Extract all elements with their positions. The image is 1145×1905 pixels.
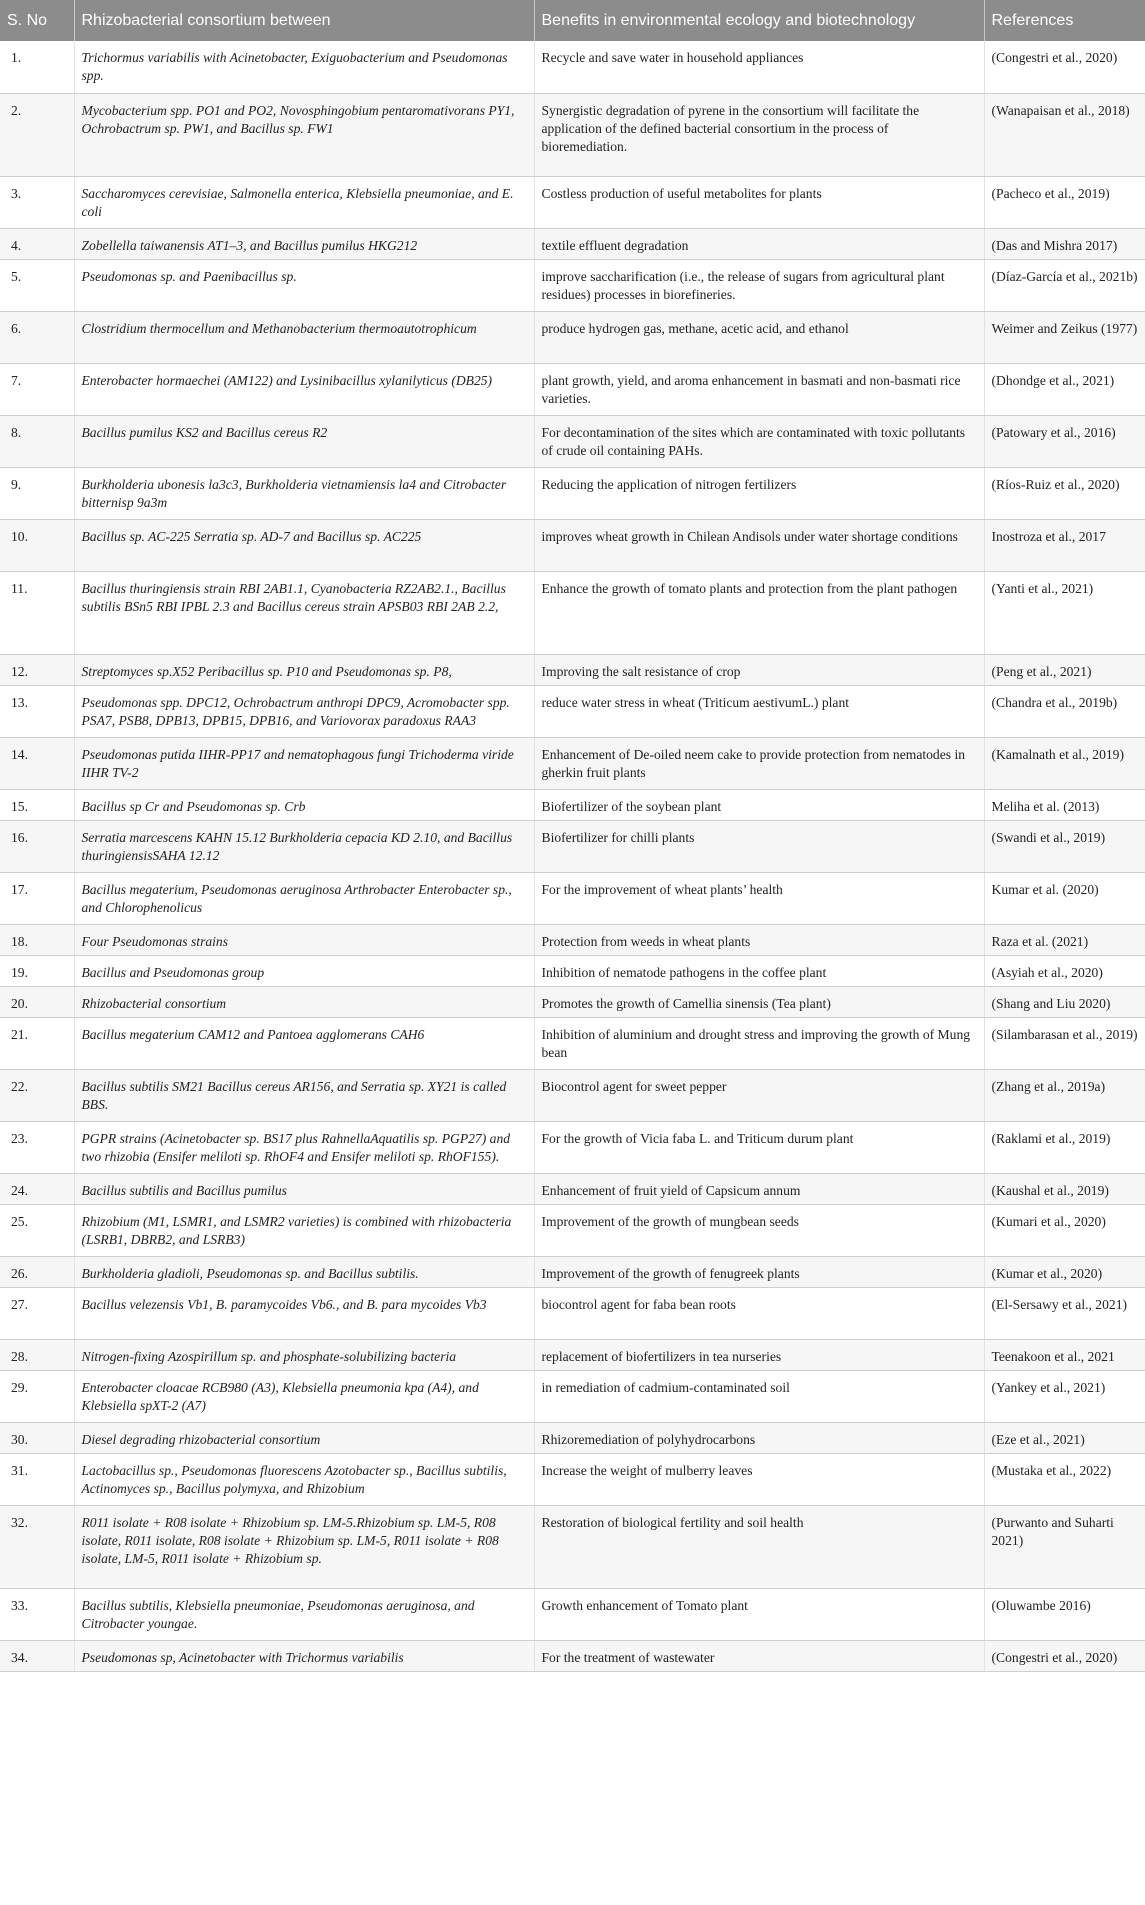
- reference-cell: (Peng et al., 2021): [984, 654, 1145, 685]
- table-row: [0, 1339, 1145, 1370]
- consortium-cell: Trichormus variabilis with Acinetobacter, Exiguobacterium and Pseudomonas spp.: [74, 41, 534, 93]
- benefit-cell: Synergistic degradation of pyrene in the consortium will facilitate the application of the defined bacterial consortium in the process of bioremediation.: [534, 93, 984, 176]
- benefit-cell: Growth enhancement of Tomato plant: [534, 1588, 984, 1640]
- benefit-cell: Biofertilizer of the soybean plant: [534, 789, 984, 820]
- benefit-cell: replacement of biofertilizers in tea nurseries: [534, 1339, 984, 1370]
- table-row: [0, 1588, 1145, 1640]
- serial-no-cell: 8.: [0, 415, 74, 467]
- consortium-cell: Burkholderia gladioli, Pseudomonas sp. and Bacillus subtilis.: [74, 1256, 534, 1287]
- reference-cell: (Silambarasan et al., 2019): [984, 1017, 1145, 1069]
- table-row: [0, 955, 1145, 986]
- serial-no-cell: 15.: [0, 789, 74, 820]
- reference-cell: Teenakoon et al., 2021: [984, 1339, 1145, 1370]
- consortium-cell: Serratia marcescens KAHN 15.12 Burkholderia cepacia KD 2.10, and Bacillus thuringiensisSAHA 12.12: [74, 820, 534, 872]
- reference-cell: (Congestri et al., 2020): [984, 1640, 1145, 1671]
- consortium-cell: Pseudomonas sp, Acinetobacter with Trichormus variabilis: [74, 1640, 534, 1671]
- consortium-cell: Enterobacter hormaechei (AM122) and Lysinibacillus xylanilyticus (DB25): [74, 363, 534, 415]
- serial-no-cell: 17.: [0, 872, 74, 924]
- reference-cell: (Oluwambe 2016): [984, 1588, 1145, 1640]
- benefit-cell: Inhibition of aluminium and drought stress and improving the growth of Mung bean: [534, 1017, 984, 1069]
- consortium-cell: Pseudomonas spp. DPC12, Ochrobactrum anthropi DPC9, Acromobacter spp. PSA7, PSB8, DPB13, DPB15, DPB16, and Variovorax paradoxus RAA3: [74, 685, 534, 737]
- benefit-cell: biocontrol agent for faba bean roots: [534, 1287, 984, 1339]
- serial-no-cell: 33.: [0, 1588, 74, 1640]
- serial-no-cell: 26.: [0, 1256, 74, 1287]
- consortium-cell: Bacillus sp Cr and Pseudomonas sp. Crb: [74, 789, 534, 820]
- reference-cell: (Congestri et al., 2020): [984, 41, 1145, 93]
- table-row: [0, 1256, 1145, 1287]
- serial-no-cell: 13.: [0, 685, 74, 737]
- consortium-cell: Diesel degrading rhizobacterial consortium: [74, 1422, 534, 1453]
- consortium-cell: Bacillus and Pseudomonas group: [74, 955, 534, 986]
- serial-no-cell: 29.: [0, 1370, 74, 1422]
- table-row: [0, 259, 1145, 311]
- benefit-cell: Biocontrol agent for sweet pepper: [534, 1069, 984, 1121]
- reference-cell: (Ríos-Ruiz et al., 2020): [984, 467, 1145, 519]
- table-row: [0, 1069, 1145, 1121]
- consortium-cell: PGPR strains (Acinetobacter sp. BS17 plus RahnellaAquatilis sp. PGP27) and two rhizobia (Ensifer meliloti sp. RhOF4 and Ensifer meliloti sp. RhOF155).: [74, 1121, 534, 1173]
- benefit-cell: For the growth of Vicia faba L. and Triticum durum plant: [534, 1121, 984, 1173]
- header-serial-no: S. No: [0, 0, 74, 41]
- header-benefits: Benefits in environmental ecology and biotechnology: [534, 0, 984, 41]
- reference-cell: (Eze et al., 2021): [984, 1422, 1145, 1453]
- serial-no-cell: 14.: [0, 737, 74, 789]
- table-row: [0, 1173, 1145, 1204]
- reference-cell: (Chandra et al., 2019b): [984, 685, 1145, 737]
- consortium-cell: Mycobacterium spp. PO1 and PO2, Novosphingobium pentaromativorans PY1, Ochrobactrum sp. PW1, and Bacillus sp. FW1: [74, 93, 534, 176]
- benefit-cell: textile effluent degradation: [534, 228, 984, 259]
- serial-no-cell: 27.: [0, 1287, 74, 1339]
- consortium-cell: Saccharomyces cerevisiae, Salmonella enterica, Klebsiella pneumoniae, and E. coli: [74, 176, 534, 228]
- table-row: [0, 654, 1145, 685]
- header-references: References: [984, 0, 1145, 41]
- serial-no-cell: 23.: [0, 1121, 74, 1173]
- benefit-cell: Improvement of the growth of fenugreek plants: [534, 1256, 984, 1287]
- benefit-cell: improve saccharification (i.e., the release of sugars from agricultural plant residues) processes in biorefineries.: [534, 259, 984, 311]
- serial-no-cell: 34.: [0, 1640, 74, 1671]
- serial-no-cell: 19.: [0, 955, 74, 986]
- benefit-cell: Recycle and save water in household appliances: [534, 41, 984, 93]
- reference-cell: (Purwanto and Suharti 2021): [984, 1505, 1145, 1588]
- table-row: [0, 1370, 1145, 1422]
- reference-cell: (Shang and Liu 2020): [984, 986, 1145, 1017]
- serial-no-cell: 28.: [0, 1339, 74, 1370]
- reference-cell: Kumar et al. (2020): [984, 872, 1145, 924]
- serial-no-cell: 11.: [0, 571, 74, 654]
- consortium-cell: Bacillus megaterium CAM12 and Pantoea agglomerans CAH6: [74, 1017, 534, 1069]
- table-row: [0, 820, 1145, 872]
- benefit-cell: Inhibition of nematode pathogens in the coffee plant: [534, 955, 984, 986]
- serial-no-cell: 10.: [0, 519, 74, 571]
- consortium-cell: R011 isolate + R08 isolate + Rhizobium sp. LM-5.Rhizobium sp. LM-5, R08 isolate, R011 isolate, R08 isolate + Rhizobium sp. LM-5, R011 isolate + R08 isolate, LM-5, R011 isolate + Rhizobium sp.: [74, 1505, 534, 1588]
- benefit-cell: Enhancement of fruit yield of Capsicum annum: [534, 1173, 984, 1204]
- serial-no-cell: 2.: [0, 93, 74, 176]
- reference-cell: (Zhang et al., 2019a): [984, 1069, 1145, 1121]
- table-row: [0, 93, 1145, 176]
- reference-cell: Inostroza et al., 2017: [984, 519, 1145, 571]
- consortium-cell: Bacillus sp. AC-225 Serratia sp. AD-7 and Bacillus sp. AC225: [74, 519, 534, 571]
- benefit-cell: Enhance the growth of tomato plants and protection from the plant pathogen: [534, 571, 984, 654]
- table-row: [0, 1422, 1145, 1453]
- benefit-cell: Protection from weeds in wheat plants: [534, 924, 984, 955]
- reference-cell: (Mustaka et al., 2022): [984, 1453, 1145, 1505]
- benefit-cell: For decontamination of the sites which are contaminated with toxic pollutants of crude oil containing PAHs.: [534, 415, 984, 467]
- benefit-cell: For the improvement of wheat plants’ health: [534, 872, 984, 924]
- reference-cell: (Raklami et al., 2019): [984, 1121, 1145, 1173]
- consortium-cell: Bacillus subtilis, Klebsiella pneumoniae, Pseudomonas aeruginosa, and Citrobacter youngae.: [74, 1588, 534, 1640]
- consortium-cell: Lactobacillus sp., Pseudomonas fluorescens Azotobacter sp., Bacillus subtilis, Actinomyces sp., Bacillus polymyxa, and Rhizobium: [74, 1453, 534, 1505]
- benefit-cell: improves wheat growth in Chilean Andisols under water shortage conditions: [534, 519, 984, 571]
- benefit-cell: Enhancement of De-oiled neem cake to provide protection from nematodes in gherkin fruit plants: [534, 737, 984, 789]
- serial-no-cell: 5.: [0, 259, 74, 311]
- reference-cell: (Kumari et al., 2020): [984, 1204, 1145, 1256]
- reference-cell: (Yankey et al., 2021): [984, 1370, 1145, 1422]
- consortium-cell: Bacillus megaterium, Pseudomonas aeruginosa Arthrobacter Enterobacter sp., and Chlorophenolicus: [74, 872, 534, 924]
- table-row: [0, 415, 1145, 467]
- serial-no-cell: 25.: [0, 1204, 74, 1256]
- benefit-cell: Improvement of the growth of mungbean seeds: [534, 1204, 984, 1256]
- table-row: [0, 1121, 1145, 1173]
- reference-cell: Weimer and Zeikus (1977): [984, 311, 1145, 363]
- reference-cell: Raza et al. (2021): [984, 924, 1145, 955]
- serial-no-cell: 4.: [0, 228, 74, 259]
- serial-no-cell: 21.: [0, 1017, 74, 1069]
- reference-cell: (Patowary et al., 2016): [984, 415, 1145, 467]
- table-row: [0, 571, 1145, 654]
- table-row: [0, 311, 1145, 363]
- benefit-cell: Promotes the growth of Camellia sinensis (Tea plant): [534, 986, 984, 1017]
- consortium-cell: Zobellella taiwanensis AT1–3, and Bacillus pumilus HKG212: [74, 228, 534, 259]
- serial-no-cell: 1.: [0, 41, 74, 93]
- serial-no-cell: 20.: [0, 986, 74, 1017]
- benefit-cell: Improving the salt resistance of crop: [534, 654, 984, 685]
- serial-no-cell: 7.: [0, 363, 74, 415]
- reference-cell: (Swandi et al., 2019): [984, 820, 1145, 872]
- benefit-cell: Rhizoremediation of polyhydrocarbons: [534, 1422, 984, 1453]
- serial-no-cell: 32.: [0, 1505, 74, 1588]
- benefit-cell: Reducing the application of nitrogen fertilizers: [534, 467, 984, 519]
- consortium-cell: Bacillus velezensis Vb1, B. paramycoides Vb6., and B. para mycoides Vb3: [74, 1287, 534, 1339]
- benefit-cell: Increase the weight of mulberry leaves: [534, 1453, 984, 1505]
- consortium-cell: Bacillus pumilus KS2 and Bacillus cereus R2: [74, 415, 534, 467]
- reference-cell: (Kumar et al., 2020): [984, 1256, 1145, 1287]
- table-row: [0, 363, 1145, 415]
- consortium-cell: Bacillus subtilis SM21 Bacillus cereus AR156, and Serratia sp. XY21 is called BBS.: [74, 1069, 534, 1121]
- benefit-cell: Restoration of biological fertility and soil health: [534, 1505, 984, 1588]
- benefit-cell: plant growth, yield, and aroma enhancement in basmati and non-basmati rice varieties.: [534, 363, 984, 415]
- serial-no-cell: 22.: [0, 1069, 74, 1121]
- table-row: [0, 1204, 1145, 1256]
- serial-no-cell: 9.: [0, 467, 74, 519]
- serial-no-cell: 18.: [0, 924, 74, 955]
- header-consortium: Rhizobacterial consortium between: [74, 0, 534, 41]
- consortium-cell: Clostridium thermocellum and Methanobacterium thermoautotrophicum: [74, 311, 534, 363]
- benefit-cell: Costless production of useful metabolites for plants: [534, 176, 984, 228]
- serial-no-cell: 3.: [0, 176, 74, 228]
- table-row: [0, 1453, 1145, 1505]
- table-row: [0, 1287, 1145, 1339]
- header-row: [0, 0, 1145, 41]
- reference-cell: (Díaz-García et al., 2021b): [984, 259, 1145, 311]
- consortium-cell: Enterobacter cloacae RCB980 (A3), Klebsiella pneumonia kpa (A4), and Klebsiella spXT-2 (A7): [74, 1370, 534, 1422]
- consortium-cell: Pseudomonas sp. and Paenibacillus sp.: [74, 259, 534, 311]
- table-row: [0, 924, 1145, 955]
- table-row: [0, 789, 1145, 820]
- table-row: [0, 228, 1145, 259]
- consortium-cell: Rhizobium (M1, LSMR1, and LSMR2 varieties) is combined with rhizobacteria (LSRB1, DBRB2, and LSRB3): [74, 1204, 534, 1256]
- reference-cell: (Yanti et al., 2021): [984, 571, 1145, 654]
- reference-cell: (Dhondge et al., 2021): [984, 363, 1145, 415]
- serial-no-cell: 30.: [0, 1422, 74, 1453]
- consortium-cell: Streptomyces sp.X52 Peribacillus sp. P10 and Pseudomonas sp. P8,: [74, 654, 534, 685]
- reference-cell: (Wanapaisan et al., 2018): [984, 93, 1145, 176]
- benefit-cell: Biofertilizer for chilli plants: [534, 820, 984, 872]
- table-row: [0, 176, 1145, 228]
- table-row: [0, 519, 1145, 571]
- table-row: [0, 41, 1145, 93]
- table-row: [0, 986, 1145, 1017]
- consortium-cell: Pseudomonas putida IIHR-PP17 and nematophagous fungi Trichoderma viride IIHR TV-2: [74, 737, 534, 789]
- serial-no-cell: 24.: [0, 1173, 74, 1204]
- consortium-cell: Nitrogen-fixing Azospirillum sp. and phosphate-solubilizing bacteria: [74, 1339, 534, 1370]
- consortium-cell: Rhizobacterial consortium: [74, 986, 534, 1017]
- table-row: [0, 1640, 1145, 1671]
- reference-cell: (Asyiah et al., 2020): [984, 955, 1145, 986]
- table-row: [0, 872, 1145, 924]
- consortium-cell: Four Pseudomonas strains: [74, 924, 534, 955]
- serial-no-cell: 31.: [0, 1453, 74, 1505]
- table-row: [0, 467, 1145, 519]
- reference-cell: (Das and Mishra 2017): [984, 228, 1145, 259]
- reference-cell: (El-Sersawy et al., 2021): [984, 1287, 1145, 1339]
- table-row: [0, 685, 1145, 737]
- table-row: [0, 1017, 1145, 1069]
- reference-cell: (Pacheco et al., 2019): [984, 176, 1145, 228]
- benefit-cell: in remediation of cadmium-contaminated soil: [534, 1370, 984, 1422]
- serial-no-cell: 6.: [0, 311, 74, 363]
- reference-cell: (Kaushal et al., 2019): [984, 1173, 1145, 1204]
- serial-no-cell: 16.: [0, 820, 74, 872]
- reference-cell: (Kamalnath et al., 2019): [984, 737, 1145, 789]
- consortium-cell: Bacillus thuringiensis strain RBI 2AB1.1, Cyanobacteria RZ2AB2.1., Bacillus subtilis BSn5 RBI IPBL 2.3 and Bacillus cereus strain APSB03 RBI 2AB 2.2,: [74, 571, 534, 654]
- consortium-cell: Bacillus subtilis and Bacillus pumilus: [74, 1173, 534, 1204]
- consortium-cell: Burkholderia ubonesis la3c3, Burkholderia vietnamiensis la4 and Citrobacter bitternisp 9a3m: [74, 467, 534, 519]
- table-row: [0, 737, 1145, 789]
- serial-no-cell: 12.: [0, 654, 74, 685]
- benefit-cell: reduce water stress in wheat (Triticum aestivumL.) plant: [534, 685, 984, 737]
- reference-cell: Meliha et al. (2013): [984, 789, 1145, 820]
- benefit-cell: For the treatment of wastewater: [534, 1640, 984, 1671]
- table-row: [0, 1505, 1145, 1588]
- benefit-cell: produce hydrogen gas, methane, acetic acid, and ethanol: [534, 311, 984, 363]
